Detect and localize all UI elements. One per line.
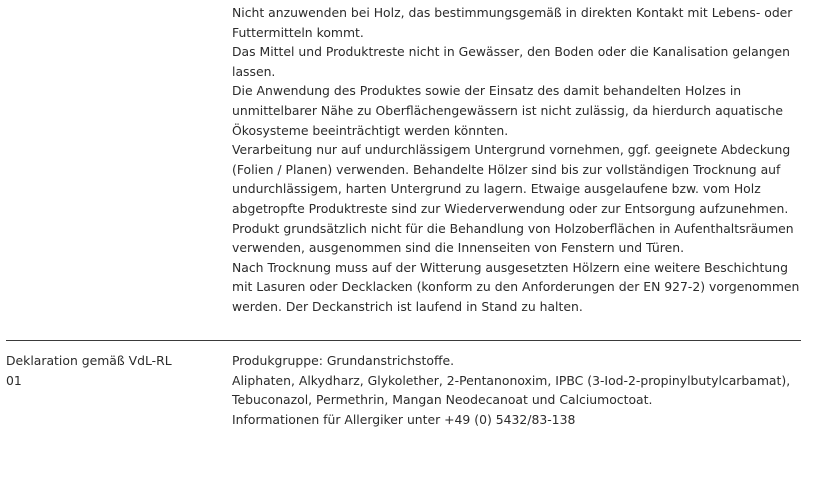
paragraph-processing: Verarbeitung nur auf undurchlässigem Untergrund vornehmen, ggf. geeignete Abdeckung (Folien / Planen) verwenden. Behandelte Hölzer sind bis zur vollständigen Trocknung auf undurchlässigem, harten Untergrund zu lagern. Etwaige ausgelaufene bzw. vom Holz abgetropfte Produktreste sind zur Wiederverwendung oder zur Entsorgung aufzunehmen. — [232, 142, 791, 216]
paragraph-product-group: Produkgruppe: Grundanstrichstoffe. — [232, 353, 455, 368]
section-divider — [6, 340, 801, 341]
paragraph-indoor-use: Produkt grundsätzlich nicht für die Behandlung von Holzoberflächen in Aufenthaltsräumen verwenden, ausgenommen sind die Innenseiten von Fenstern und Türen. — [232, 220, 794, 256]
declaration-label: Deklaration gemäß VdL-RL 01 — [6, 353, 172, 388]
declaration-content — [232, 351, 807, 429]
paragraph-allergy-info: Informationen für Allergiker unter +49 (0) 5432/83-138 — [232, 411, 576, 427]
paragraph-water-soil: Das Mittel und Produktreste nicht in Gewässer, den Boden oder die Kanalisation gelangen lassen. — [232, 44, 790, 79]
paragraph-topcoat: Nach Trocknung muss auf der Witterung ausgesetzten Hölzern eine weitere Beschichtung mit Lasuren oder Decklacken (konform zu den Anforderungen der EN 927-2) vorgenommen werden. Der Deckanstrich ist laufend in Stand zu halten. — [232, 259, 800, 314]
paragraph-ingredients: Aliphaten, Alkydharz, Glykolether, 2-Pentanonoxim, IPBC (3-Iod-2-propinylbutylcarbamat), Tebuconazol, Permethrin, Mangan Neodecanoat und Calciumoctoat. — [232, 372, 791, 408]
paragraph-surface-water: Die Anwendung des Produktes sowie der Einsatz des damit behandelten Holzes in unmittelbarer Nähe zu Oberflächengewässern ist nicht zulässig, da hierdurch aquatische Ökosysteme beeinträchtigt werden könnten. — [232, 83, 784, 138]
section-content — [232, 3, 807, 317]
paragraph-food-contact: Nicht anzuwenden bei Holz, das bestimmungsgemäß in direkten Kontakt mit Lebens- oder Futtermitteln kommt. — [232, 5, 793, 40]
